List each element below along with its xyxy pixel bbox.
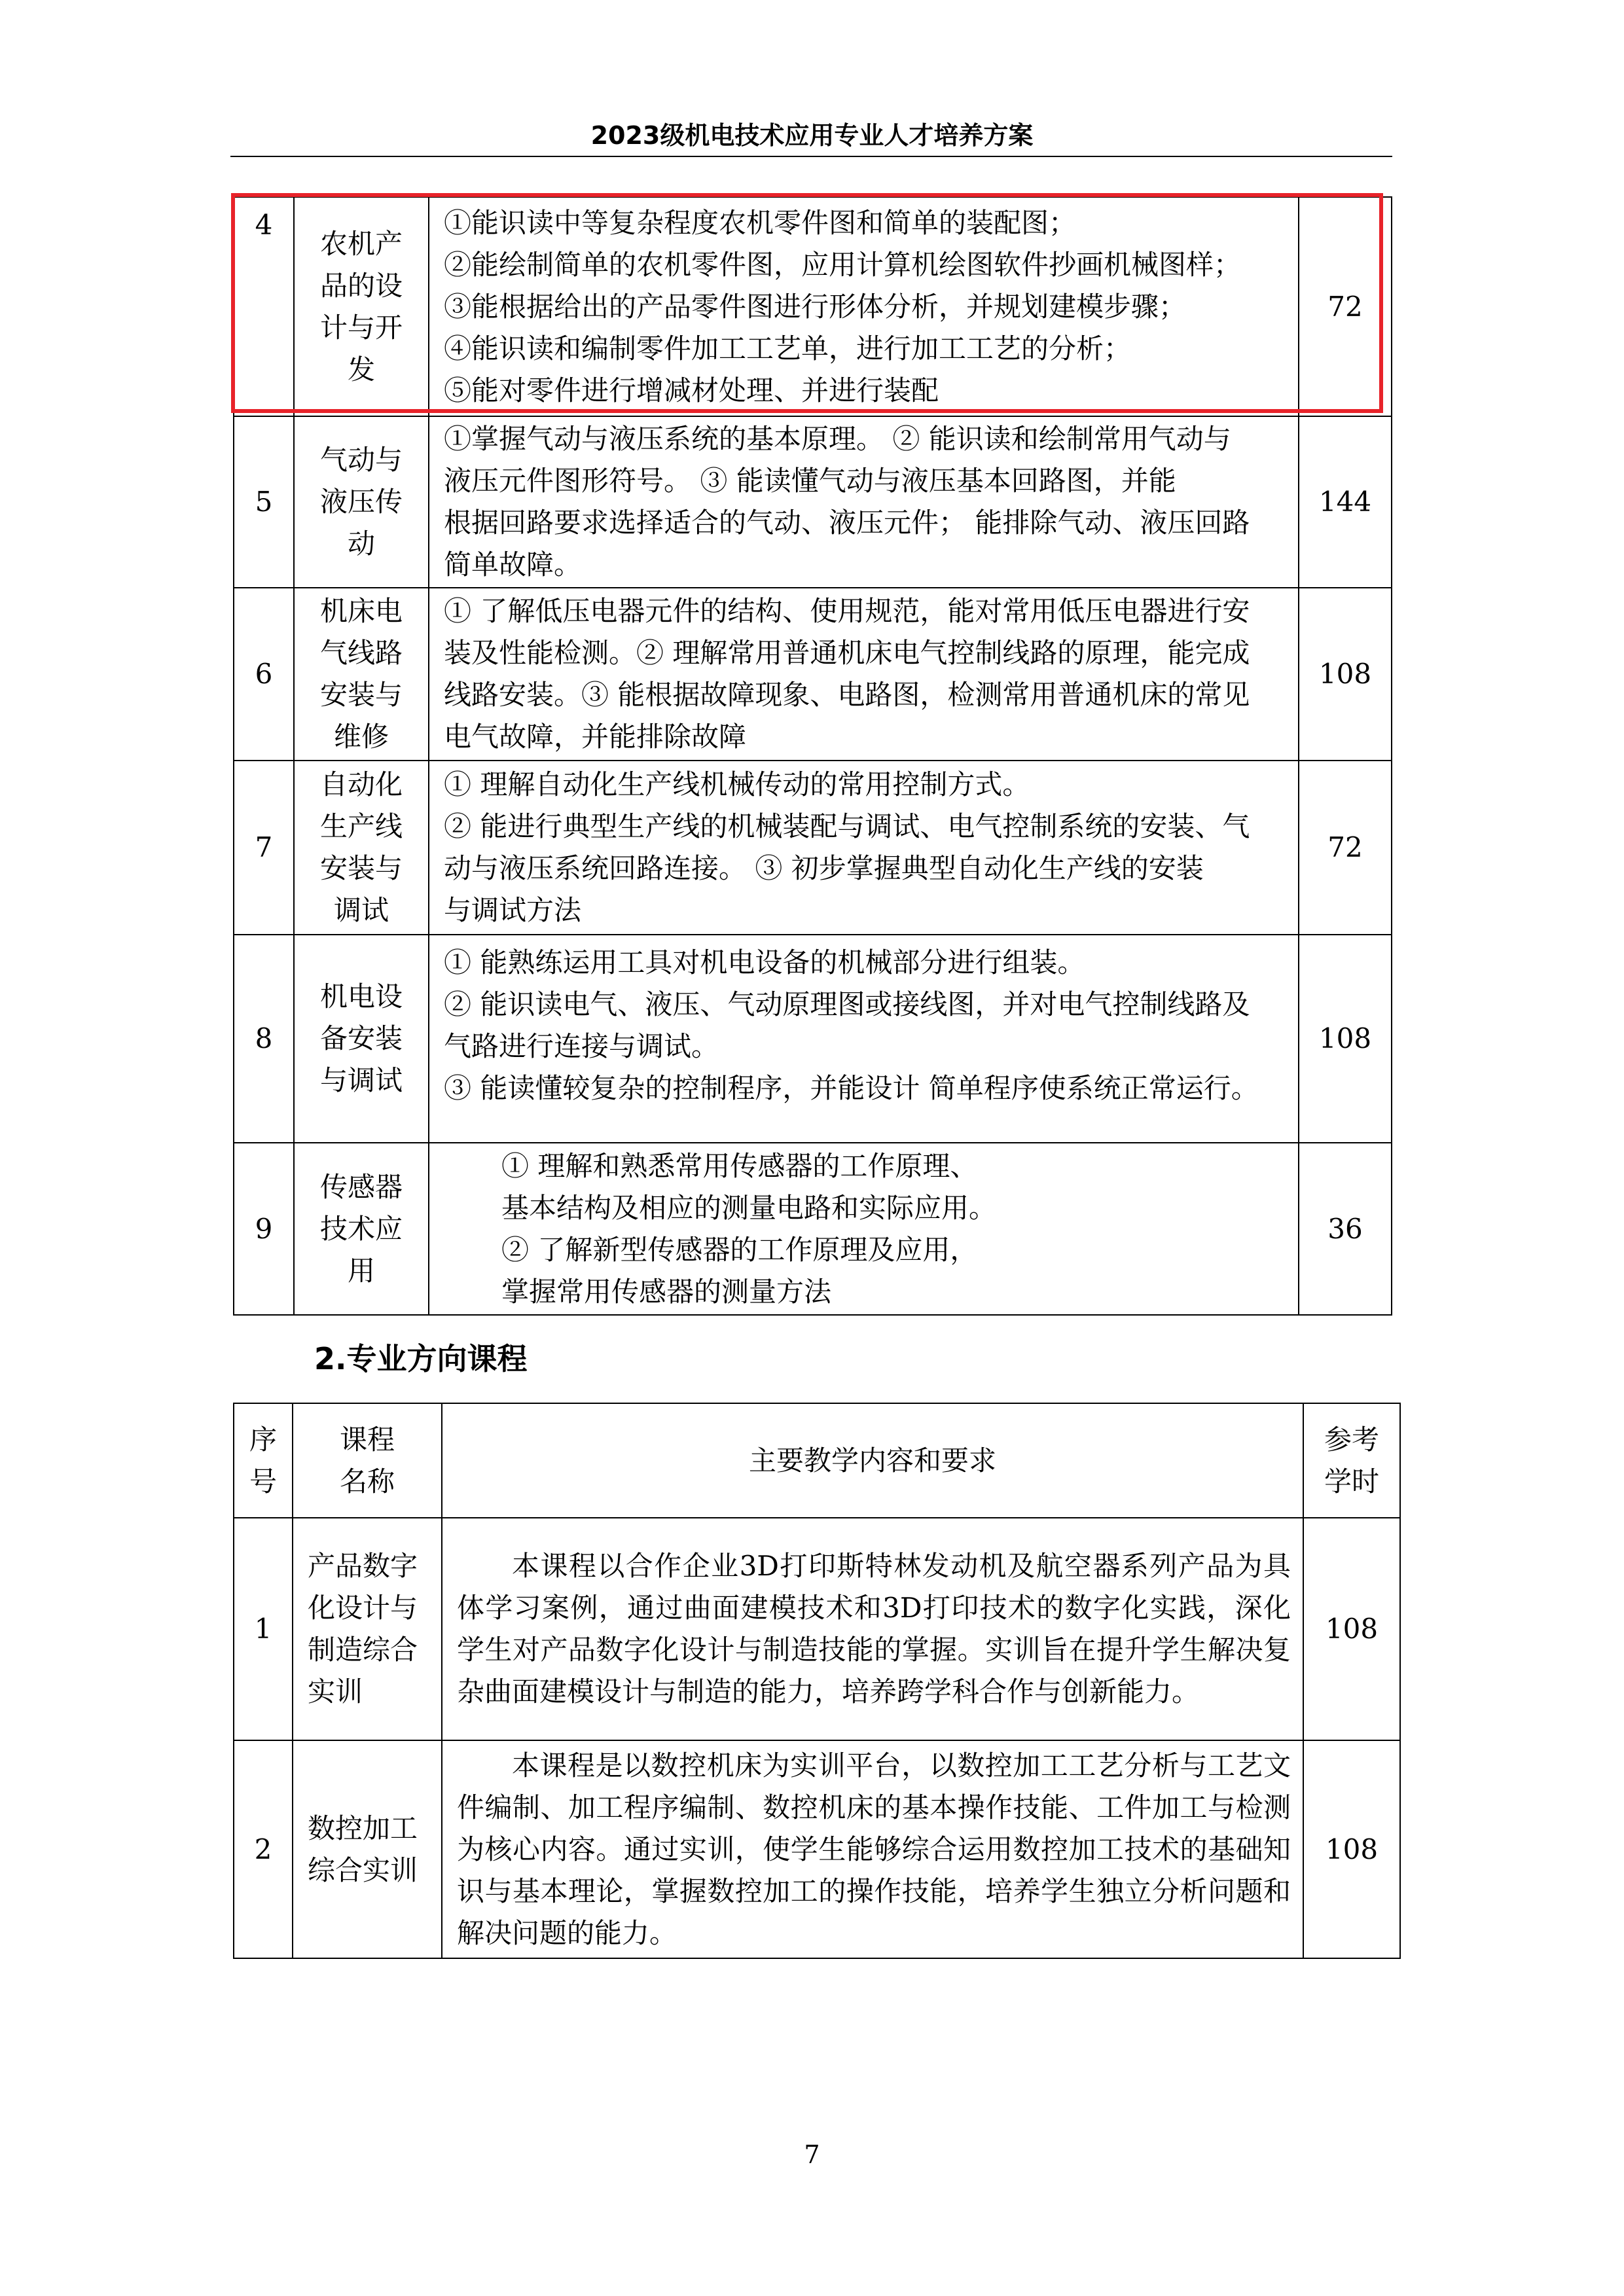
course-hours: 72 <box>1299 197 1392 416</box>
table-row <box>234 935 1392 1143</box>
course-content: 本课程是以数控机床为实训平台，以数控加工工艺分析与工艺文件编制、加工程序编制、数控机床的基本操作技能、工件加工与检测为核心内容。通过实训，使学生能够综合运用数控加工技术的基础知识与基本理论，掌握数控加工的操作技能，培养学生独立分析问题和解决问题的能力。 <box>442 1740 1303 1958</box>
course-content: ① 理解和熟悉常用传感器的工作原理、 基本结构及相应的测量电路和实际应用。 ② 了解新型传感器的工作原理及应用， 掌握常用传感器的测量方法 <box>429 1143 1299 1315</box>
course-content: ①掌握气动与液压系统的基本原理。 ② 能识读和绘制常用气动与 液压元件图形符号。 ③ 能读懂气动与液压基本回路图，并能 根据回路要求选择适合的气动、液压元件； 能排除气动、液压回路 简单故障。 <box>429 416 1299 588</box>
course-hours: 144 <box>1299 416 1392 588</box>
table-row <box>234 416 1392 588</box>
row-number: 5 <box>234 416 294 588</box>
header-number: 序 号 <box>234 1403 293 1518</box>
table-row <box>234 1143 1392 1315</box>
row-number: 7 <box>234 761 294 935</box>
table-row <box>234 1740 1400 1958</box>
course-name: 机电设 备安装 与调试 <box>294 935 429 1143</box>
table-row <box>234 761 1392 935</box>
course-name: 机床电 气线路 安装与 维修 <box>294 588 429 761</box>
course-hours: 108 <box>1299 588 1392 761</box>
course-hours: 108 <box>1299 935 1392 1143</box>
table-row <box>234 1518 1400 1740</box>
page-number: 7 <box>804 2140 820 2169</box>
course-hours: 108 <box>1303 1518 1400 1740</box>
header-content: 主要教学内容和要求 <box>442 1403 1303 1518</box>
course-name: 产品数字 化设计与 制造综合 实训 <box>293 1518 442 1740</box>
header-hours: 参考 学时 <box>1303 1403 1400 1518</box>
row-number: 6 <box>234 588 294 761</box>
course-name: 气动与 液压传 动 <box>294 416 429 588</box>
specialty-courses-table <box>233 1403 1401 1959</box>
course-hours: 108 <box>1303 1740 1400 1958</box>
row-number: 8 <box>234 935 294 1143</box>
table-header-row <box>234 1403 1400 1518</box>
header-course-name: 课程 名称 <box>293 1403 442 1518</box>
course-content: ①能识读中等复杂程度农机零件图和简单的装配图； ②能绘制简单的农机零件图，应用计算机绘图软件抄画机械图样； ③能根据给出的产品零件图进行形体分析，并规划建模步骤； ④能识读和编制零件加工工艺单，进行加工工艺的分析； ⑤能对零件进行增减材处理、并进行装配 <box>429 197 1299 416</box>
course-hours: 72 <box>1299 761 1392 935</box>
row-number: 4 <box>234 197 294 416</box>
row-number: 9 <box>234 1143 294 1315</box>
course-name: 传感器 技术应 用 <box>294 1143 429 1315</box>
course-content: ① 能熟练运用工具对机电设备的机械部分进行组装。 ② 能识读电气、液压、气动原理图或接线图，并对电气控制线路及 气路进行连接与调试。 ③ 能读懂较复杂的控制程序，并能设计 简单程序使系统正常运行。 <box>429 935 1299 1143</box>
course-content: 本课程以合作企业3D打印斯特林发动机及航空器系列产品为具体学习案例，通过曲面建模技术和3D打印技术的数字化实践，深化学生对产品数字化设计与制造技能的掌握。实训旨在提升学生解决复杂曲面建模设计与制造的能力，培养跨学科合作与创新能力。 <box>442 1518 1303 1740</box>
course-name: 农机产 品的设 计与开 发 <box>294 197 429 416</box>
course-content: ① 理解自动化生产线机械传动的常用控制方式。 ② 能进行典型生产线的机械装配与调试、电气控制系统的安装、气 动与液压系统回路连接。 ③ 初步掌握典型自动化生产线的安装 与调试方法 <box>429 761 1299 935</box>
document-header-title: 2023级机电技术应用专业人才培养方案 <box>590 121 1034 150</box>
table-row <box>234 588 1392 761</box>
course-name: 自动化 生产线 安装与 调试 <box>294 761 429 935</box>
header-divider <box>230 156 1392 157</box>
course-content: ① 了解低压电器元件的结构、使用规范，能对常用低压电器进行安 装及性能检测。② 理解常用普通机床电气控制线路的原理，能完成 线路安装。③ 能根据故障现象、电路图，检测常用普通机床的常见 电气故障，并能排除故障 <box>429 588 1299 761</box>
course-name: 数控加工 综合实训 <box>293 1740 442 1958</box>
row-number: 1 <box>234 1518 293 1740</box>
row-number: 2 <box>234 1740 293 1958</box>
section-heading: 2.专业方向课程 <box>314 1341 528 1376</box>
highlight-box <box>231 193 1383 413</box>
course-hours: 36 <box>1299 1143 1392 1315</box>
